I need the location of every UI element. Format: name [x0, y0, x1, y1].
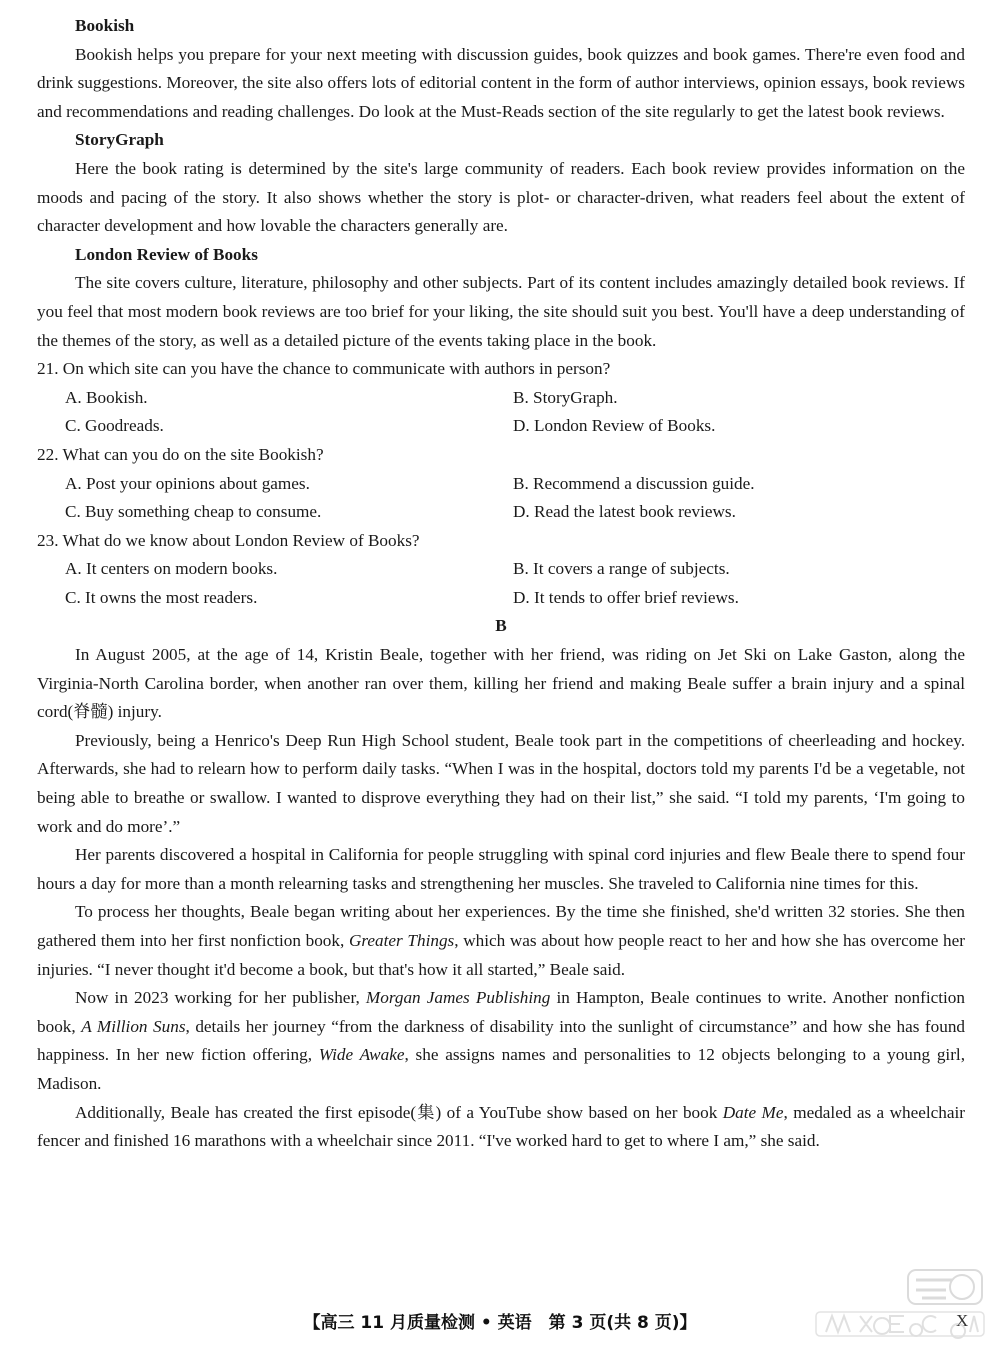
text-run: To process her thoughts, Beale began writing about her experiences. By the time she finished, she'd written 32 stories. She then gathered them into her first nonfiction book, — [37, 902, 965, 950]
question-options-row — [37, 584, 965, 613]
book-title: A Million Suns — [81, 1016, 186, 1036]
text-run: , medaled as a wheelchair fencer and finished 16 marathons with a wheelchair since 2011. “I've worked hard to get to where I am,” she said. — [37, 1102, 965, 1151]
text-run: Additionally, Beale has created the first episode(集) of a YouTube show based on her book — [75, 1102, 723, 1122]
option-b: B. StoryGraph. — [513, 387, 618, 407]
exam-page — [37, 12, 965, 1156]
option-d: D. London Review of Books. — [513, 416, 716, 436]
question-options-row — [37, 384, 965, 413]
passage-paragraph-2: Previously, being a Henrico's Deep Run High School student, Beale took part in the competitions of cheerleading and hockey. Afterwards, she had to relearn how to perform daily tasks. “When I was in the hospital, doctors told my parents I'd be a vegetable, not being able to breathe or swallow. I wanted to disprove everything they had on their list,” she said. “I told my parents, ‘I'm going to work and do more’.” — [37, 730, 965, 836]
question-options-row — [37, 498, 965, 527]
question-stem: 21. On which site can you have the chance to communicate with authors in person? — [37, 359, 611, 379]
option-c: C. It owns the most readers. — [65, 587, 258, 607]
footer-mark: X — [956, 1311, 969, 1330]
book-title: Wide Awake — [318, 1045, 405, 1065]
passage-paragraph-3: Her parents discovered a hospital in California for people struggling with spinal cord injuries and flew Beale there to spend four hours a day for more than a month relearning tasks and strengthening her muscles. She traveled to California nine times for this. — [37, 845, 965, 893]
section-text-bookish: Bookish helps you prepare for your next meeting with discussion guides, book quizzes and book games. There're even food and drink suggestions. Moreover, the site also offers lots of editorial content in the form of author interviews, opinion essays, book reviews and recommendations and reading challenges. Do look at the Must-Reads section of the site regularly to get the latest book reviews. — [37, 44, 965, 121]
option-c: C. Goodreads. — [65, 416, 164, 436]
passage-paragraph-4 — [37, 898, 965, 984]
text-run: , she assigns names and personalities to 12 objects belonging to a young girl, Madison. — [37, 1045, 965, 1093]
publisher-name: Morgan James Publishing — [365, 988, 551, 1008]
passage-paragraph-5 — [37, 984, 965, 1098]
book-title: Date Me — [722, 1102, 784, 1122]
option-d: D. It tends to offer brief reviews. — [513, 587, 739, 607]
option-a: A. Bookish. — [65, 387, 148, 407]
question-options-row — [37, 555, 965, 584]
text-run: in Hampton, Beale continues to write. Another nonfiction book, — [37, 988, 965, 1036]
section-title-bookish: Bookish — [75, 16, 135, 35]
text-run: , which was about how people react to her and how she has overcome her injuries. “I never thought it'd become a book, but that's how it all started,” Beale said. — [37, 931, 965, 979]
passage-paragraph-1: In August 2005, at the age of 14, Kristin Beale, together with her friend, was riding on Jet Ski on Lake Gaston, along the Virginia-North Carolina border, when another ran over them, killing her friend and making Beale suffer a brain injury and a spinal cord(脊髓) injury. — [37, 645, 965, 722]
option-d: D. Read the latest book reviews. — [513, 502, 736, 522]
text-run: , details her journey “from the darkness of disability into the sunlight of circumstance” and how she has found happiness. In her new fiction offering, — [37, 1016, 966, 1065]
section-title-lrb: London Review of Books — [75, 244, 258, 264]
option-b: B. Recommend a discussion guide. — [513, 473, 755, 493]
option-c: C. Buy something cheap to consume. — [65, 502, 322, 522]
question-stem: 22. What can you do on the site Bookish? — [37, 444, 324, 464]
section-title-storygraph: StoryGraph — [75, 130, 164, 150]
question-options-row — [37, 470, 965, 499]
question-stem: 23. What do we know about London Review of Books? — [37, 530, 420, 550]
page-footer: 【高三 11 月质量检测 • 英语 第 3 页(共 8 页)】 — [303, 1313, 697, 1333]
text-run: Now in 2023 working for her publisher, — [75, 988, 366, 1008]
watermark-logo-icon — [812, 1268, 988, 1340]
section-text-storygraph: Here the book rating is determined by the site's large community of readers. Each book review provides information on the moods and pacing of the story. It also shows whether the story is plot- or character-driven, what readers feel about the extent of character development and how lovable the characters generally are. — [37, 158, 965, 236]
passage-paragraph-6 — [37, 1099, 965, 1156]
option-b: B. It covers a range of subjects. — [513, 559, 730, 579]
book-title: Greater Things — [348, 931, 455, 950]
option-a: A. Post your opinions about games. — [65, 473, 310, 493]
part-b-label: B — [495, 616, 507, 636]
option-a: A. It centers on modern books. — [65, 559, 278, 579]
section-text-lrb: The site covers culture, literature, philosophy and other subjects. Part of its content includes amazingly detailed book reviews. If you feel that most modern book reviews are too brief for your liking, the site should suit you best. You'll have a deep understanding of the themes of the story, as well as a detailed picture of the events taking place in the book. — [37, 273, 965, 350]
question-options-row — [37, 412, 965, 441]
